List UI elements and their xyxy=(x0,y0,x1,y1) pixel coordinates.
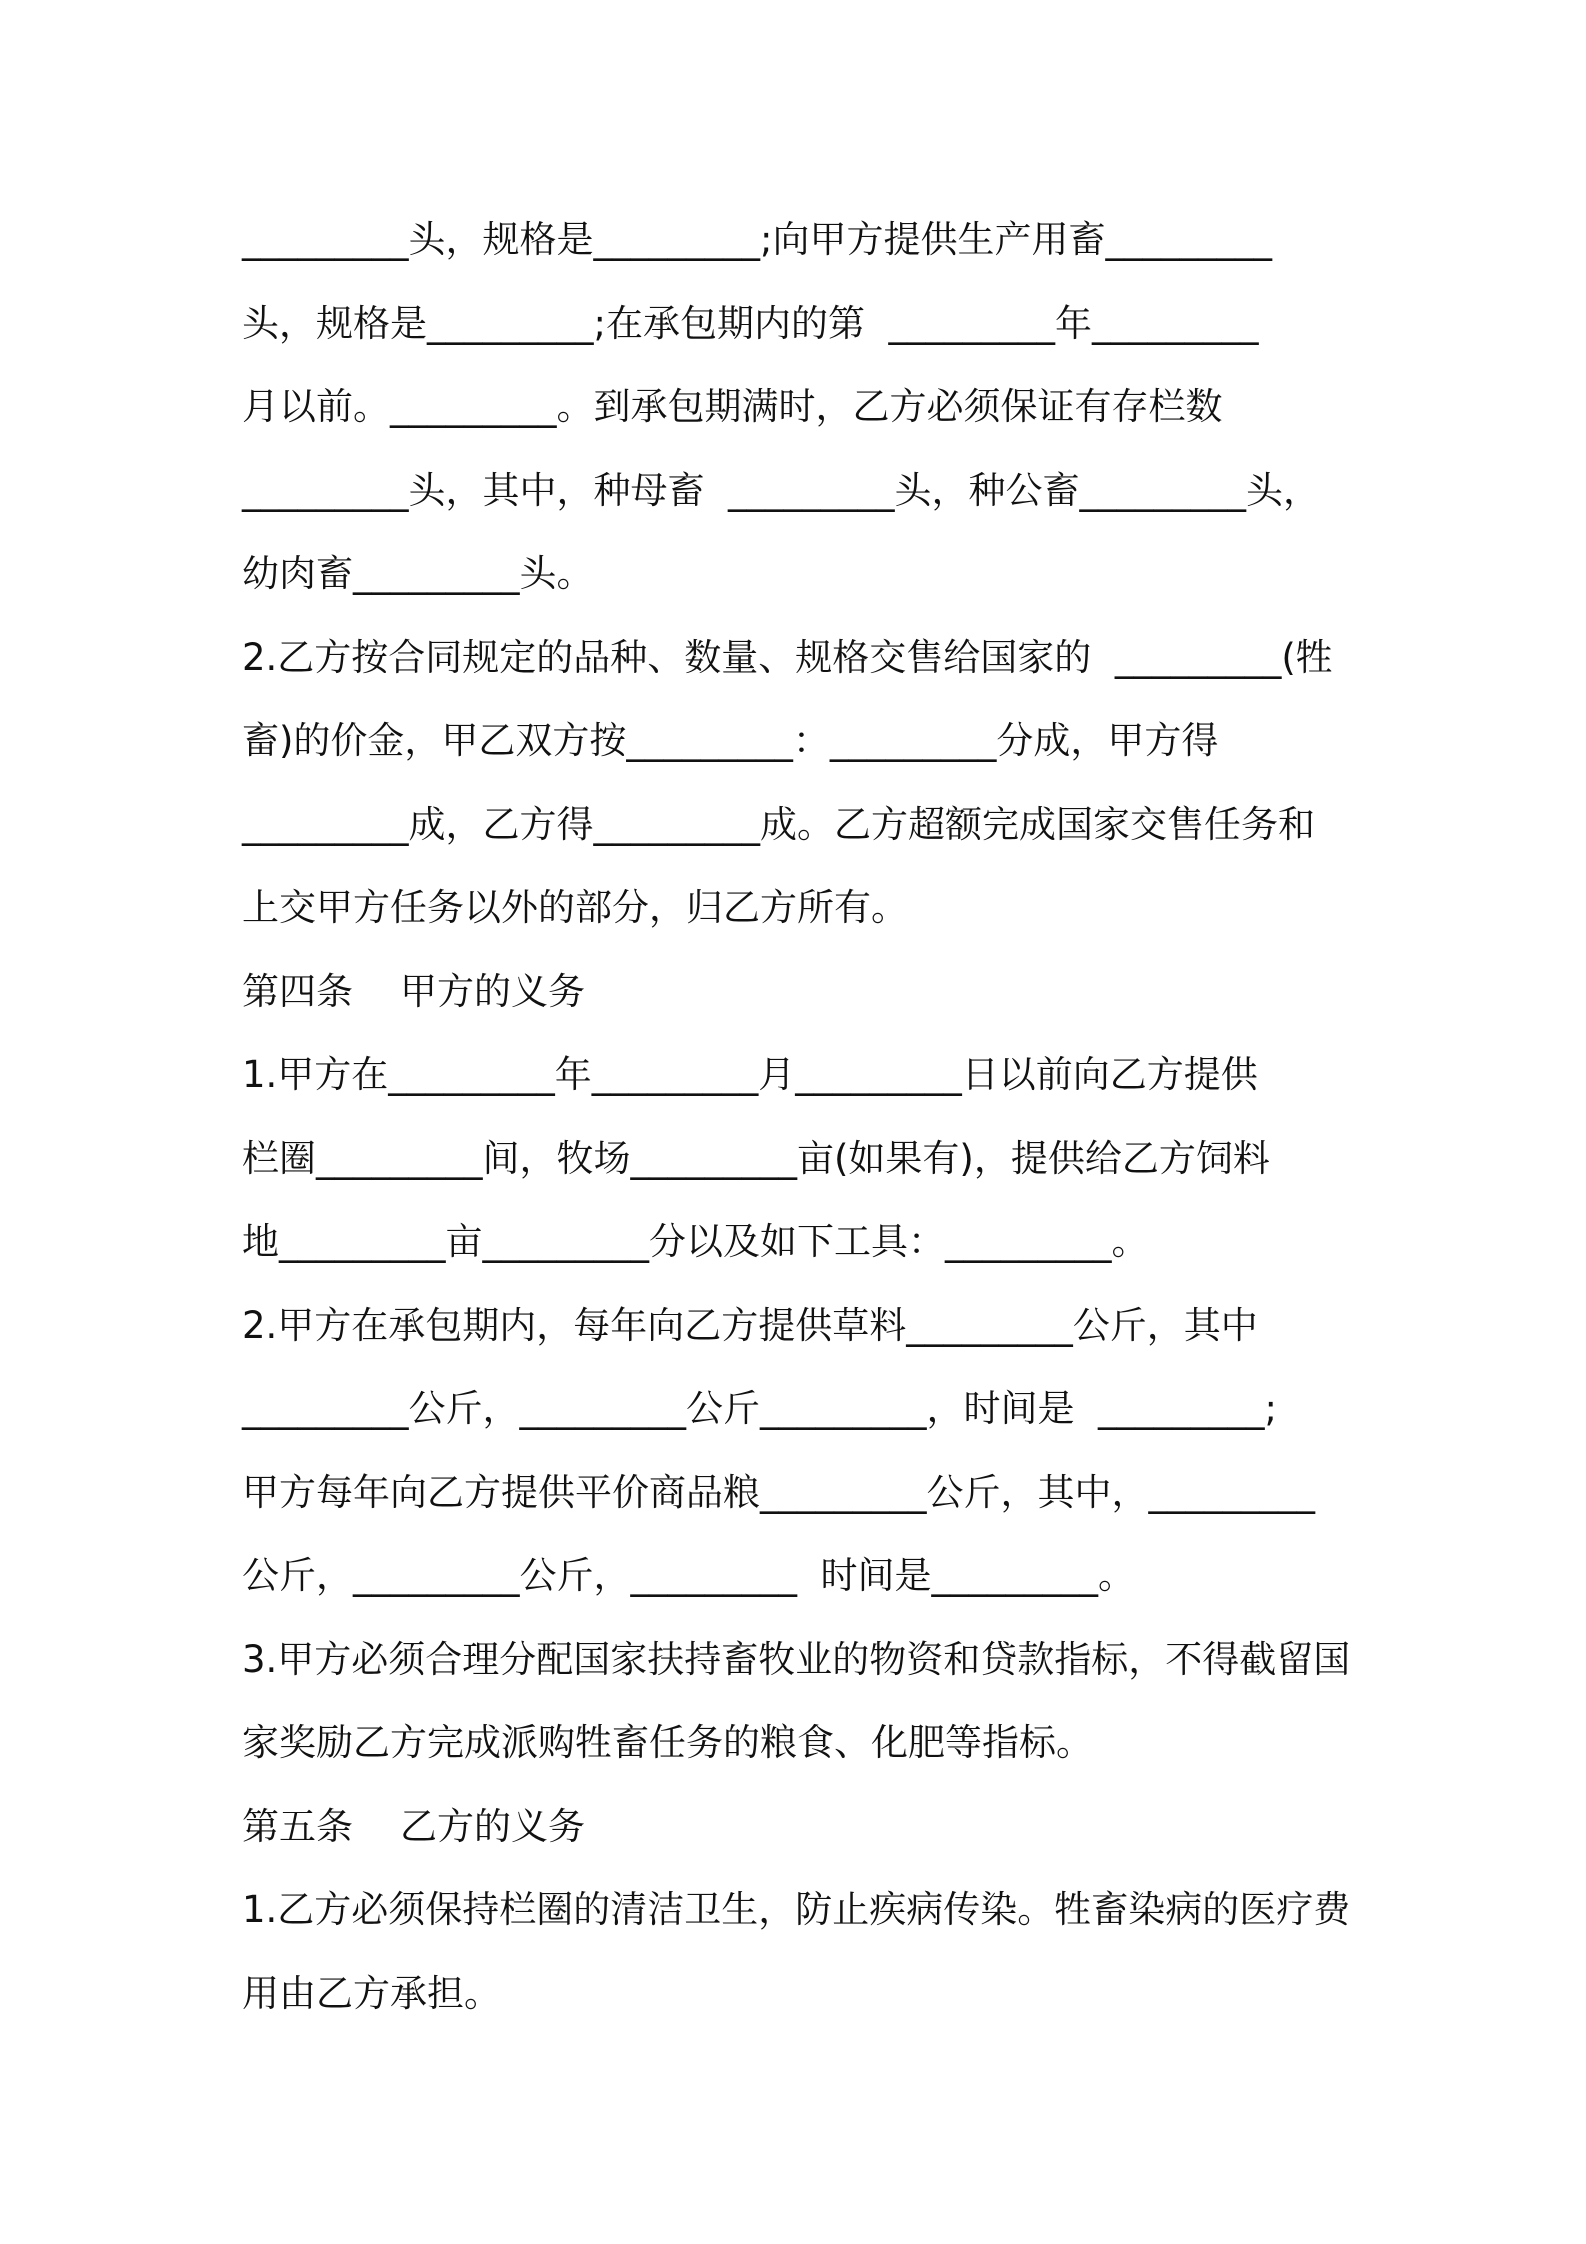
text-line: 上交甲方任务以外的部分，归乙方所有。 xyxy=(242,886,908,929)
text-line: _________头，规格是_________;向甲方提供生产用畜_________ xyxy=(242,218,1272,261)
document-body xyxy=(242,198,1362,2035)
text-line: _________成，乙方得_________成。乙方超额完成国家交售任务和 xyxy=(242,802,1315,846)
section-heading: 第五条 乙方的义务 xyxy=(242,1804,586,1848)
text-line: 2.乙方按合同规定的品种、数量、规格交售给国家的 _________(牲 xyxy=(242,635,1333,679)
text-line: 栏圈_________间，牧场_________亩(如果有)，提供给乙方饲料 xyxy=(242,1136,1270,1180)
text-line: 甲方每年向乙方提供平价商品粮_________公斤，其中，_________ xyxy=(242,1470,1315,1514)
text-line: 公斤，_________公斤，_________ 时间是_________。 xyxy=(242,1554,1136,1597)
text-line: 家奖励乙方完成派购牲畜任务的粮食、化肥等指标。 xyxy=(242,1721,1093,1764)
text-line: 3.甲方必须合理分配国家扶持畜牧业的物资和贷款指标，不得截留国 xyxy=(242,1637,1351,1681)
text-line: 幼肉畜_________头。 xyxy=(242,552,594,595)
text-line: 月以前。_________。到承包期满时，乙方必须保证有存栏数 xyxy=(242,385,1223,428)
text-line: _________头，其中，种母畜 _________头，种公畜_________头， xyxy=(242,468,1321,512)
section-heading: 第四条 甲方的义务 xyxy=(242,969,586,1013)
text-line: 1.甲方在_________年_________月_________日以前向乙方提供 xyxy=(242,1053,1258,1096)
text-line: _________公斤，_________公斤_________，时间是 _________; xyxy=(242,1387,1277,1430)
text-line: 地_________亩_________分以及如下工具：_________。 xyxy=(242,1220,1149,1263)
text-line: 畜)的价金，甲乙双方按_________：_________分成，甲方得 xyxy=(242,719,1219,762)
text-line: 1.乙方必须保持栏圈的清洁卫生，防止疾病传染。牲畜染病的医疗费 xyxy=(242,1888,1351,1931)
text-line: 2.甲方在承包期内，每年向乙方提供草料_________公斤，其中 xyxy=(242,1303,1258,1347)
text-line: 用由乙方承担。 xyxy=(242,1971,501,2015)
text-line: 头，规格是_________;在承包期内的第 _________年_________ xyxy=(242,301,1259,345)
